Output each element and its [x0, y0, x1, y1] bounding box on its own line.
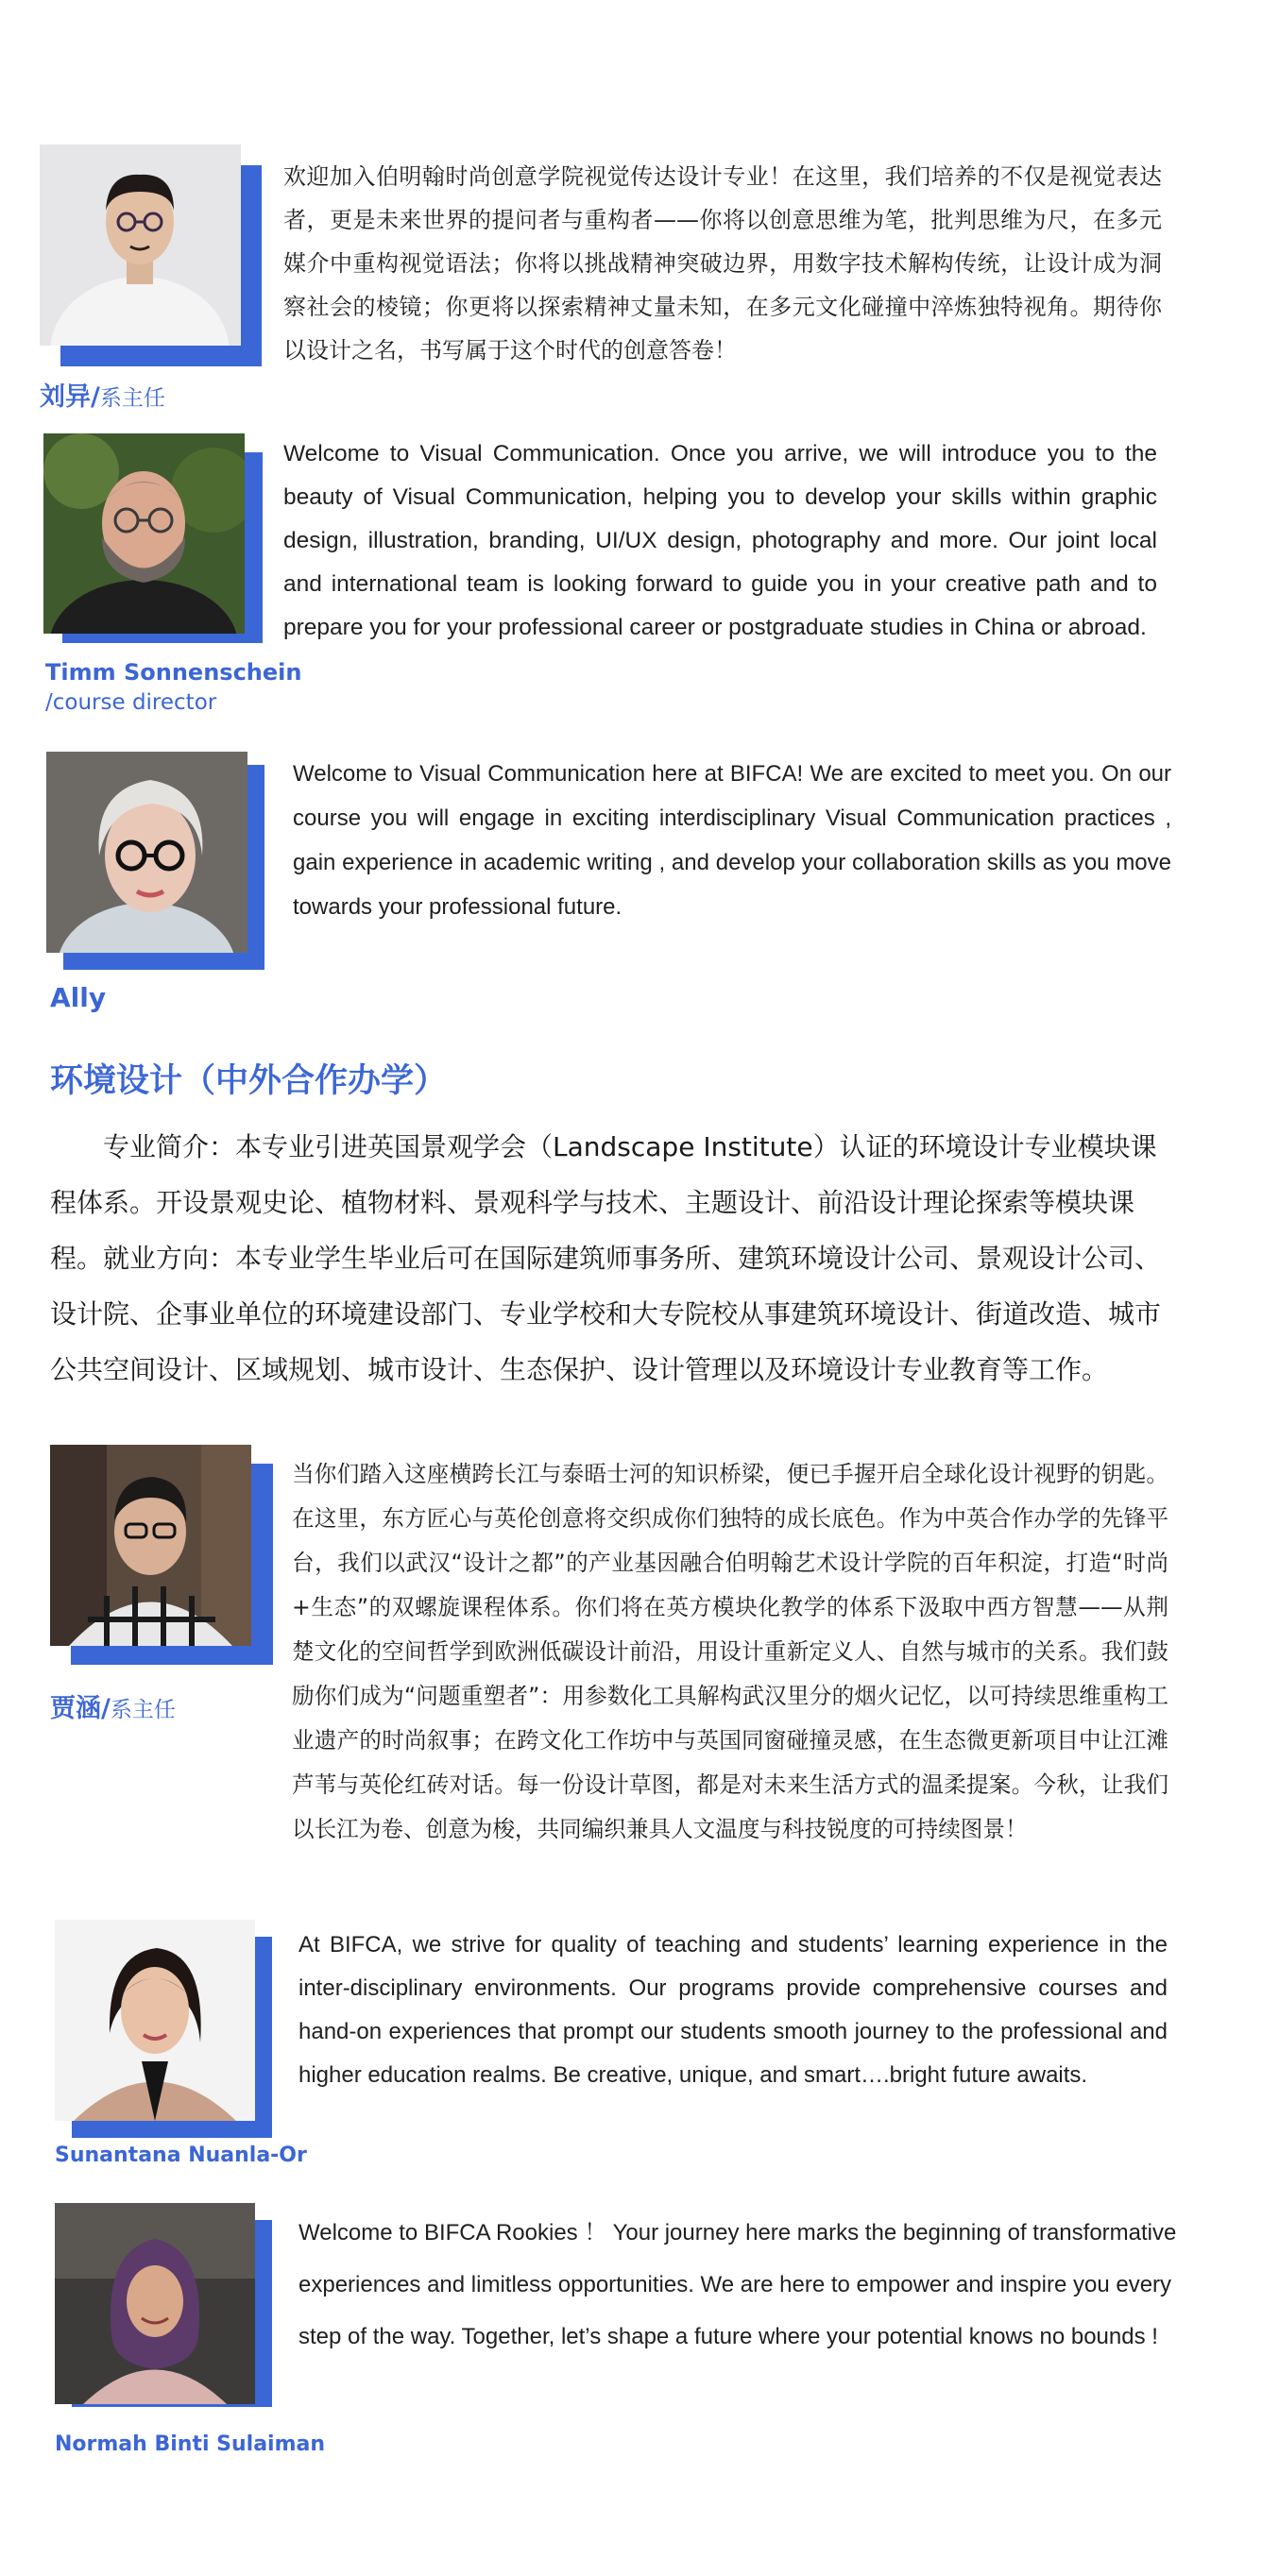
message-ally: Welcome to Visual Communication here at BIFCA! We are excited to meet you. On our course you will engage in exciting interdisciplinary Visual Communication practices , gain experience in academic writing , and develop your collaboration skills as you move towards your professional future. — [293, 761, 1171, 920]
message-jia-han: 当你们踏入这座横跨长江与泰晤士河的知识桥梁，便已手握开启全球化设计视野的钥匙。在这里，东方匠心与英伦创意将交织成你们独特的成长底色。作为中英合作办学的先锋平台，我们以武汉“设计之都”的产业基因融合伯明翰艺术设计学院的百年积淀，打造“时尚+生态”的双螺旋课程体系。你们将在英方模块化教学的体系下汲取中西方智慧——从荆楚文化的空间哲学到欧洲低碳设计前沿，用设计重新定义人、自然与城市的关系。我们鼓励你们成为“问题重塑者”：用参数化工具解构武汉里分的烟火记忆，以可持续思维重构工业遗产的时尚叙事；在跨文化工作坊中与英国同窗碰撞灵感，在生态微更新项目中让江滩芦苇与英伦红砖对话。每一份设计草图，都是对未来生活方式的温柔提案。今秋，让我们以长江为卷、创意为梭，共同编织兼具人文温度与科技锐度的可持续图景！ — [292, 1461, 1168, 1842]
person-name-jia-han — [50, 1687, 176, 1724]
photo-jia-han — [50, 1445, 251, 1646]
photo-timm — [43, 433, 245, 634]
photo-normah — [55, 2203, 255, 2404]
message-sunantana: At BIFCA, we strive for quality of teaching and students’ learning experience in the inter-disciplinary environments. Our programs provide comprehensive courses and hand-on experiences that prompt our students smooth journey to the professional and higher education realms. Be creative, unique, and smart….bright future awaits. — [298, 1932, 1168, 2088]
person-name-timm — [45, 657, 301, 718]
portrait-timm — [43, 433, 263, 643]
role-text: 系主任 — [110, 1698, 176, 1722]
intro-text: 专业简介：本专业引进英国景观学会（Landscape Institute）认证的环境设计专业模块课程体系。开设景观史论、植物材料、景观科学与技术、主题设计、前沿设计理论探索等模块课程。 — [50, 1131, 1157, 1274]
portrait-normah — [55, 2203, 272, 2407]
portrait-jia-han — [50, 1445, 273, 1665]
portrait-liu-yi — [40, 144, 262, 366]
name-text: Sunantana Nuanla-Or — [55, 2144, 307, 2167]
career-text: 就业方向：本专业学生毕业后可在国际建筑师事务所、建筑环境设计公司、景观设计公司、设计院、企事业单位的环境建设部门、专业学校和大专院校从事建筑环境设计、街道改造、城市公共空间设计、区域规划、城市设计、生态保护、设计管理以及环境设计专业教育等工作。 — [50, 1243, 1162, 1385]
portrait-ally — [46, 752, 264, 970]
photo-sunantana — [55, 1920, 255, 2121]
photo-ally — [46, 752, 247, 953]
role-text: 系主任 — [99, 386, 165, 411]
name-separator: / — [101, 1694, 111, 1723]
name-text: 刘异 — [40, 382, 91, 412]
message-normah: Welcome to BIFCA Rookies ！ Your journey here marks the beginning of transformative experiences and limitless opportunities. We are here to empower and inspire you every step of the way. Together, let’s shape a future where your potential knows no bounds ! — [298, 2220, 1177, 2349]
role-line — [45, 687, 301, 718]
person-name-sunantana — [55, 2144, 307, 2167]
message-liu-yi: 欢迎加入伯明翰时尚创意学院视觉传达设计专业！在这里，我们培养的不仅是视觉表达者，更是未来世界的提问者与重构者——你将以创意思维为笔，批判思维为尺，在多元媒介中重构视觉语法；你将以挑战精神突破边界，用数字技术解构传统，让设计成为洞察社会的棱镜；你更将以探索精神丈量未知，在多元文化碰撞中淬炼独特视角。期待你以设计之名，书写属于这个时代的创意答卷！ — [283, 163, 1162, 364]
person-name-normah — [55, 2432, 325, 2456]
section-career — [50, 1230, 1176, 1398]
photo-liu-yi — [40, 144, 241, 346]
person-name-liu-yi — [40, 376, 165, 413]
name-separator: / — [91, 382, 100, 412]
role-text: course director — [52, 690, 217, 715]
name-text: Timm Sonnenschein — [45, 659, 302, 686]
person-name-ally — [50, 982, 106, 1013]
name-text: 贾涵 — [50, 1694, 101, 1723]
name-text: Ally — [50, 982, 107, 1013]
section-title: 环境设计（中外合作办学） — [50, 1062, 448, 1100]
name-separator: / — [45, 690, 53, 715]
portrait-sunantana — [55, 1920, 272, 2138]
message-timm: Welcome to Visual Communication. Once you arrive, we will introduce you to the beauty of Visual Communication, helping you to develop your skills within graphic design, illustration, branding, UI/UX design, photography and more. Our joint local and international team is looking forward to guide you in your creative path and to prepare you for your professional career or postgraduate studies in China or abroad. — [283, 441, 1157, 640]
name-text: Normah Binti Sulaiman — [55, 2432, 326, 2456]
